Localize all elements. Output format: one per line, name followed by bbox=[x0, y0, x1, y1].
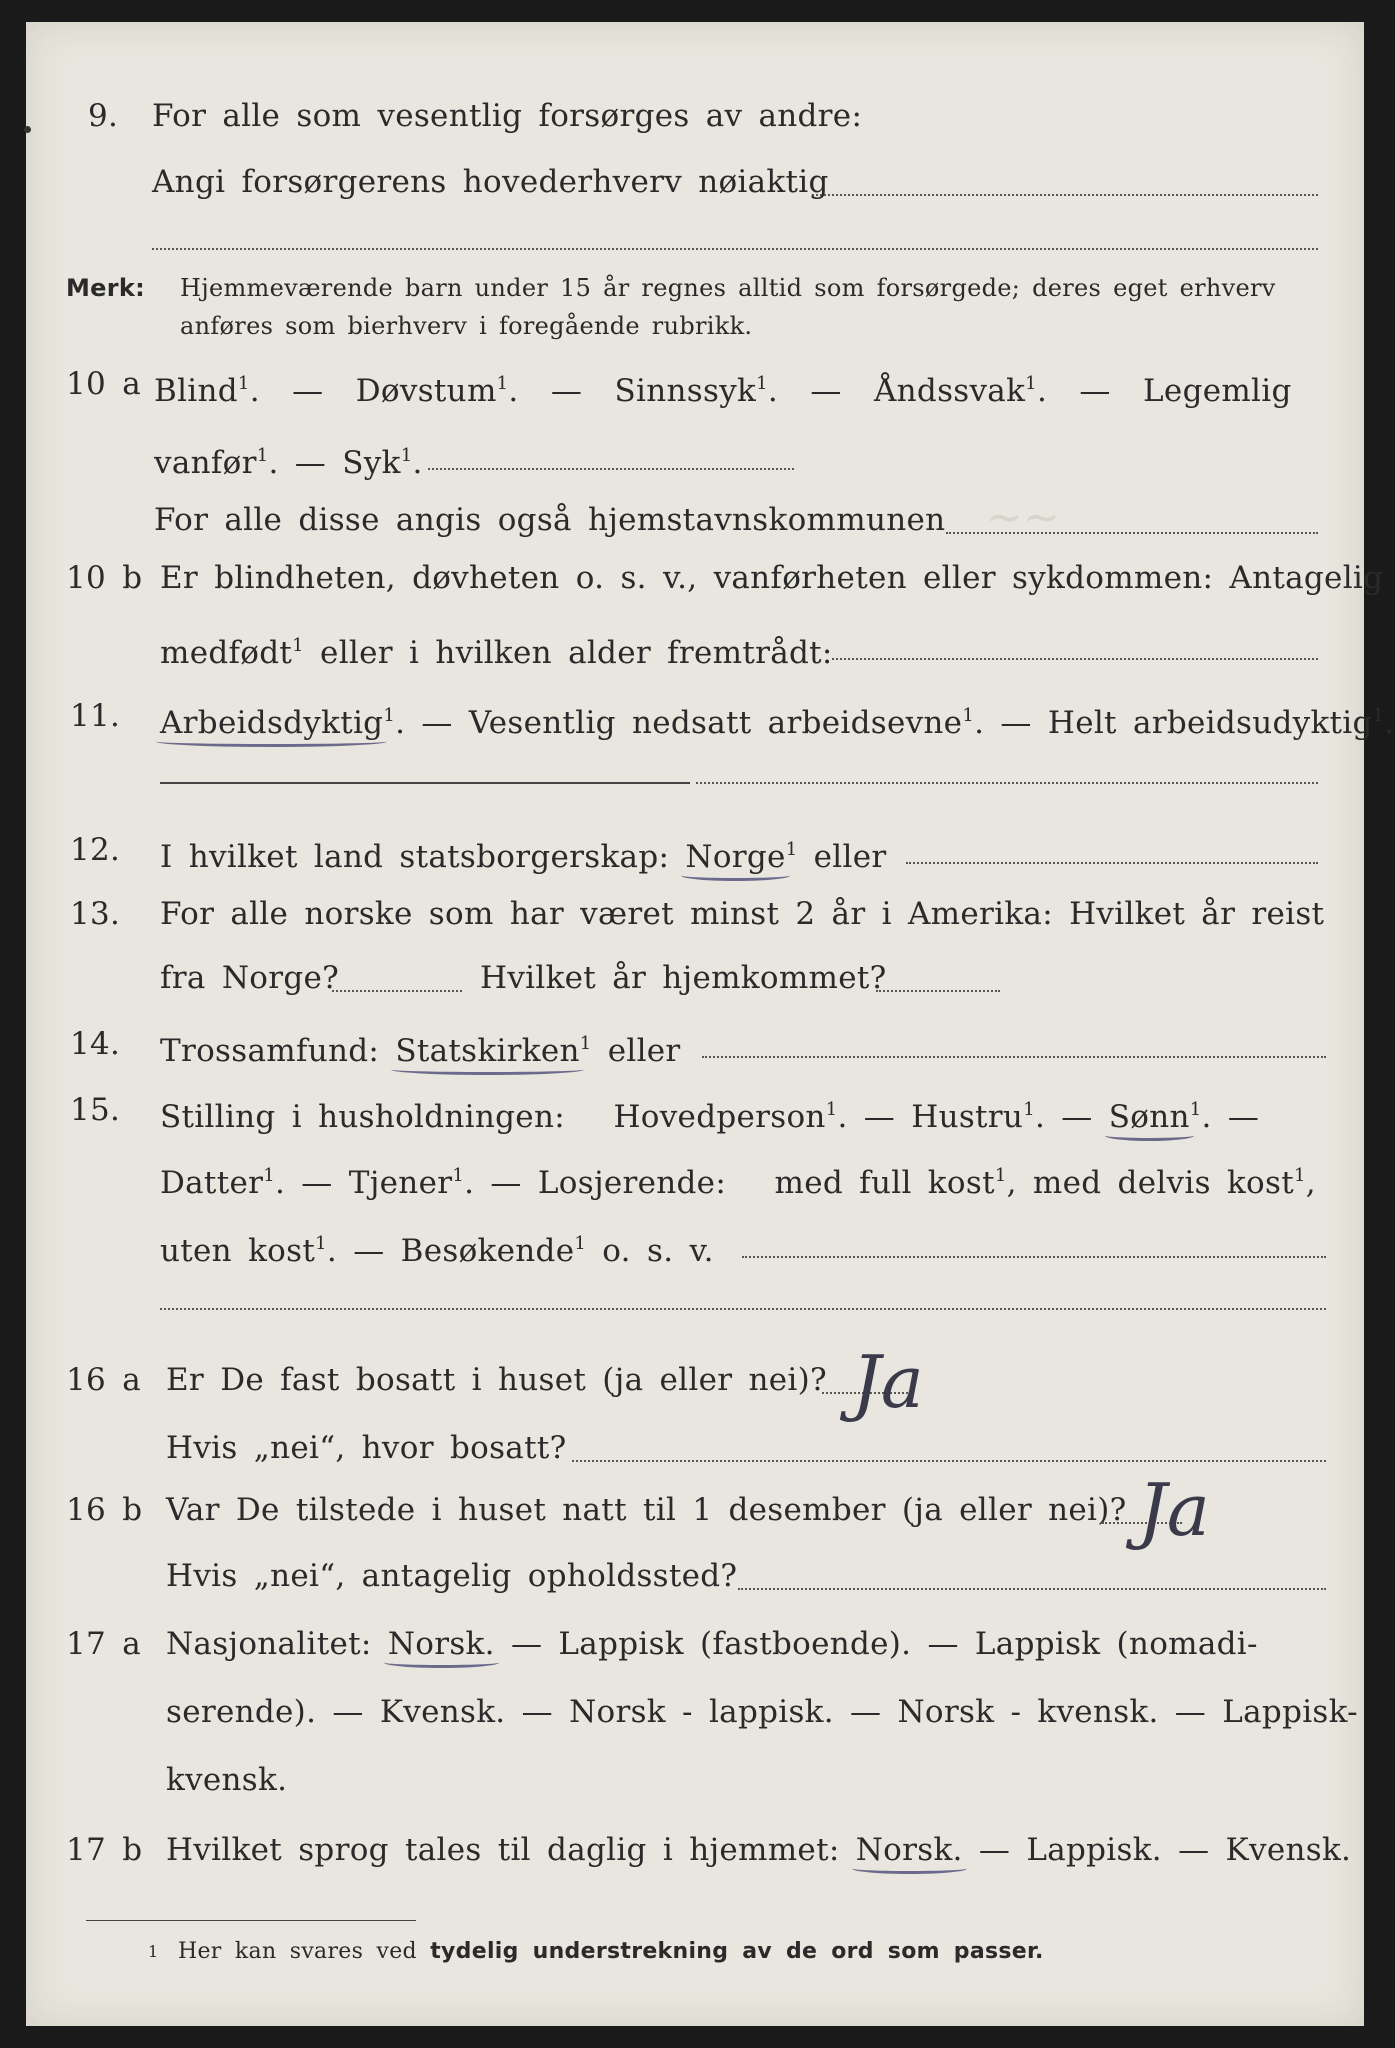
option-hustru[interactable]: Hustru bbox=[911, 1099, 1024, 1135]
merk-line-2: anføres som bierhverv i foregående rubrikk. bbox=[180, 312, 753, 340]
q16b-line-1: Var De tilstede i huset natt til 1 desember (ja eller nei)? bbox=[166, 1492, 1127, 1528]
option-legemlig[interactable]: Legemlig bbox=[1143, 373, 1292, 409]
q10b-line-2 bbox=[160, 624, 833, 675]
q13-number: 13. bbox=[70, 896, 121, 932]
q10b-number: 10 b bbox=[66, 560, 143, 596]
q17a-label: Nasjonalitet: bbox=[166, 1626, 372, 1662]
q9-line-1: For alle som vesentlig forsørges av andre: bbox=[152, 98, 863, 134]
footnote-mark: 1 bbox=[579, 1033, 592, 1054]
dash: — bbox=[863, 1099, 896, 1135]
q17a-row-2 bbox=[26, 1690, 1364, 1734]
q9-number: 9. bbox=[88, 98, 119, 134]
q16a-line-1: Er De fast bosatt i huset (ja eller nei)? bbox=[166, 1362, 827, 1398]
q10a-row-3 bbox=[26, 498, 1364, 542]
footnote-mark: 1 bbox=[1189, 1099, 1202, 1120]
q10a-answer-line[interactable] bbox=[428, 468, 794, 470]
footnote-mark: 1 bbox=[962, 705, 975, 726]
q15-line-1: Stilling i husholdningen: Hovedperson$^1$. — Hustru$^1$. — Sønn $^1$. — bbox=[160, 1088, 1259, 1139]
q15-number: 15. bbox=[70, 1092, 121, 1128]
q9-answer-line[interactable] bbox=[812, 194, 1318, 196]
q13-year-returned-line[interactable] bbox=[876, 990, 1000, 992]
option-vesentlig-nedsatt[interactable]: Vesentlig nedsatt arbeidsevne bbox=[468, 705, 963, 741]
q11-options: Arbeidsdyktig $^1$. — Vesentlig nedsatt arbeidsevne$^1$. — Helt arbeidsudyktig$^1$. bbox=[160, 694, 1395, 745]
q16b-line-2: Hvis „nei“, antagelig opholdssted? bbox=[166, 1558, 738, 1594]
q10a-row-2 bbox=[26, 434, 1364, 481]
q17a-line-2: serende). — Kvensk. — Norsk - lappisk. — Norsk - kvensk. — Lappisk- bbox=[166, 1694, 1358, 1730]
q17a-number: 17 a bbox=[66, 1626, 141, 1662]
option-sinnssyk[interactable]: Sinnssyk bbox=[614, 373, 757, 409]
q10a-line-3: For alle disse angis også hjemstavnskommunen bbox=[154, 502, 946, 538]
pencil-underline bbox=[681, 870, 789, 881]
footnote-mark: 1 bbox=[1372, 705, 1385, 726]
option-sonn-label: Sønn bbox=[1108, 1099, 1190, 1135]
q10b-line-1: Er blindheten, døvheten o. s. v., vanførheten eller sykdommen: Antagelig bbox=[160, 560, 1384, 596]
q16b-where-line[interactable] bbox=[738, 1588, 1326, 1590]
option-blind[interactable]: Blind bbox=[154, 373, 238, 409]
q12-line bbox=[160, 828, 886, 879]
q9-line-2: Angi forsørgerens hovederhverv nøiaktig bbox=[152, 164, 829, 200]
q10a-options-1: Blind$^1$. — Døvstum$^1$. — Sinnssyk$^1$. — Åndssvak$^1$. — Legemlig bbox=[154, 373, 1292, 409]
q15-row-1 bbox=[26, 1088, 1364, 1135]
option-arbeidsdyktig-label: Arbeidsdyktig bbox=[160, 705, 384, 741]
q15-label: Stilling i husholdningen: bbox=[160, 1099, 565, 1135]
footnote-mark: 1 bbox=[292, 635, 304, 656]
footnote-mark: 1 bbox=[237, 373, 250, 394]
q11-row bbox=[26, 694, 1395, 741]
q15-answer-line[interactable] bbox=[742, 1256, 1326, 1258]
footnote-mark: 1 bbox=[496, 373, 509, 394]
footnote-mark: 1 bbox=[256, 445, 269, 466]
option-uten-kost[interactable]: uten kost bbox=[160, 1233, 316, 1269]
q15-answer-line-2[interactable] bbox=[160, 1308, 1326, 1310]
q17a-row-1 bbox=[26, 1622, 1364, 1666]
q14-label: Trossamfund: bbox=[160, 1033, 380, 1069]
dash: — bbox=[301, 1165, 333, 1201]
q16b-number: 16 b bbox=[66, 1492, 143, 1528]
q11-answer-line[interactable] bbox=[696, 782, 1318, 784]
option-tjener[interactable]: Tjener bbox=[348, 1165, 453, 1201]
q16b-row-2 bbox=[26, 1554, 1364, 1598]
q13-row-1 bbox=[26, 892, 1364, 936]
q13-row-2 bbox=[26, 956, 1364, 1000]
q17b-label: Hvilket sprog tales til daglig i hjemmet: bbox=[166, 1832, 840, 1868]
option-helt-udyktig[interactable]: Helt arbeidsudyktig bbox=[1047, 705, 1373, 741]
q9-row-1 bbox=[26, 94, 1364, 138]
merk-line-1: Hjemmeværende barn under 15 år regnes alltid som forsørgede; deres eget erhverv bbox=[180, 274, 1276, 302]
q12-row bbox=[26, 828, 1364, 875]
q17a-line-3: kvensk. bbox=[166, 1762, 288, 1798]
q15-line-3: uten kost$^1$. — Besøkende$^1$ o. s. v. bbox=[160, 1233, 714, 1269]
q15-row-3 bbox=[26, 1222, 1364, 1269]
dash: — bbox=[550, 373, 583, 409]
option-delvis-kost[interactable]: med delvis kost bbox=[1032, 1165, 1294, 1201]
q17a-line-1 bbox=[166, 1622, 1258, 1666]
q17a-line-1-rest: — Lappisk (fastboende). — Lappisk (nomadi- bbox=[510, 1626, 1258, 1662]
dash: — bbox=[810, 373, 842, 409]
footnote-mark: 1 bbox=[315, 1233, 327, 1254]
q14-line bbox=[160, 1022, 681, 1073]
footnote-mark: 1 bbox=[452, 1165, 465, 1186]
option-sonn[interactable] bbox=[1109, 1099, 1190, 1135]
footnote-mark: 1 bbox=[825, 1099, 838, 1120]
option-norsk-nasjonalitet[interactable] bbox=[388, 1626, 495, 1662]
q17b-number: 17 b bbox=[66, 1832, 143, 1868]
option-norsk-label: Norsk. bbox=[387, 1626, 495, 1662]
q10b-row-1 bbox=[26, 556, 1384, 600]
q13-part-a: fra Norge? bbox=[160, 960, 340, 996]
footnote-plain: Her kan svares ved bbox=[178, 1939, 417, 1964]
q15-row-2 bbox=[26, 1154, 1364, 1201]
footnote-bold: tydelig understrekning av de ord som passer. bbox=[430, 1939, 1044, 1964]
q14-eller: eller bbox=[607, 1033, 681, 1069]
q16b-handwritten-answer: Ja bbox=[1138, 1468, 1210, 1552]
dash: — bbox=[294, 445, 327, 481]
q14-number: 14. bbox=[70, 1026, 121, 1062]
footnote bbox=[26, 1930, 1364, 1974]
option-norge-label: Norge bbox=[685, 839, 786, 875]
q15-losjerende: Losjerende: bbox=[537, 1165, 727, 1201]
q9-row-2 bbox=[26, 160, 1364, 204]
option-andssvak[interactable]: Åndssvak bbox=[873, 373, 1026, 409]
option-full-kost[interactable]: med full kost bbox=[774, 1165, 995, 1201]
footnote-mark: 1 bbox=[383, 705, 396, 726]
q16a-where-line[interactable] bbox=[572, 1460, 1326, 1462]
q17a-row-3 bbox=[26, 1758, 1364, 1802]
option-norsk-sprog[interactable] bbox=[856, 1832, 963, 1868]
pencil-underline bbox=[852, 1863, 967, 1874]
q10a-row-1 bbox=[26, 362, 1364, 409]
footnote-text bbox=[178, 1930, 1044, 1974]
footnote-rule bbox=[86, 1920, 416, 1921]
pencil-underline bbox=[384, 1657, 499, 1668]
dash: — bbox=[353, 1233, 385, 1269]
q9-answer-line-2[interactable] bbox=[152, 248, 1318, 250]
q11-number: 11. bbox=[70, 698, 121, 734]
footnote-mark: 1 bbox=[148, 1942, 159, 1961]
merk-row-2 bbox=[26, 308, 1364, 352]
footnote-mark: 1 bbox=[756, 373, 768, 394]
option-datter[interactable]: Datter bbox=[160, 1165, 264, 1201]
option-medfodt[interactable]: medfødt bbox=[160, 635, 293, 671]
option-dovstum[interactable]: Døvstum bbox=[355, 373, 497, 409]
option-norge[interactable] bbox=[685, 839, 785, 875]
option-norsk-sprog-label: Norsk. bbox=[855, 1832, 963, 1868]
pencil-underline bbox=[391, 1064, 583, 1075]
option-statskirken-label: Statskirken bbox=[395, 1033, 580, 1069]
footnote-mark: 1 bbox=[1023, 1099, 1035, 1120]
option-syk[interactable]: Syk bbox=[342, 445, 401, 481]
dash: — bbox=[1079, 373, 1111, 409]
q16a-handwritten-answer: Ja bbox=[852, 1340, 924, 1424]
q10b-row-2 bbox=[26, 624, 1364, 671]
q16a-line-2: Hvis „nei“, hvor bosatt? bbox=[166, 1430, 567, 1466]
option-hovedperson[interactable]: Hovedperson bbox=[613, 1099, 826, 1135]
option-arbeidsdyktig[interactable] bbox=[160, 705, 383, 741]
q15-line-2: Datter$^1$. — Tjener$^1$. — Losjerende: med full kost$^1$, med delvis kost$^1$, bbox=[160, 1165, 1316, 1201]
q14-row bbox=[26, 1022, 1364, 1069]
footnote-mark: 1 bbox=[400, 445, 413, 466]
q13-year-left-line[interactable] bbox=[332, 990, 462, 992]
q17b-row bbox=[26, 1828, 1364, 1872]
q12-question: I hvilket land statsborgerskap: bbox=[160, 839, 670, 875]
q12-number: 12. bbox=[70, 832, 121, 868]
dash: — bbox=[421, 705, 453, 741]
q16a-row-2 bbox=[26, 1426, 1364, 1470]
q10b-answer-line[interactable] bbox=[832, 658, 1318, 660]
q15-osv: o. s. v. bbox=[602, 1233, 714, 1269]
option-besokende[interactable]: Besøkende bbox=[400, 1233, 575, 1269]
footnote-mark: 1 bbox=[1025, 373, 1037, 394]
q13-part-b: Hvilket år hjemkommet? bbox=[480, 960, 887, 996]
q10a-number: 10 a bbox=[66, 366, 141, 402]
option-vanfor[interactable]: vanfør bbox=[154, 445, 257, 481]
footnote-mark: 1 bbox=[263, 1165, 275, 1186]
pencil-underline bbox=[1105, 1130, 1194, 1141]
footnote-mark: 1 bbox=[785, 839, 798, 860]
q10b-line-2-rest: eller i hvilken alder fremtrådt: bbox=[320, 635, 833, 671]
pencil-underline bbox=[156, 736, 387, 747]
q13-line-1: For alle norske som har været minst 2 år i Amerika: Hvilket år reist bbox=[160, 896, 1325, 932]
census-form-page bbox=[26, 22, 1395, 2026]
q16a-number: 16 a bbox=[66, 1362, 141, 1398]
q11-answer-line-solid[interactable] bbox=[160, 782, 690, 784]
dash: — bbox=[292, 373, 324, 409]
q16a-row-1 bbox=[26, 1358, 1364, 1402]
dash: — bbox=[1061, 1099, 1093, 1135]
dash: — bbox=[1227, 1099, 1260, 1135]
option-statskirken[interactable] bbox=[395, 1033, 579, 1069]
footnote-mark: 1 bbox=[574, 1233, 587, 1254]
q12-eller: eller bbox=[813, 839, 887, 875]
footnote-mark: 1 bbox=[1293, 1165, 1306, 1186]
q10a-options-2: vanfør$^1$. — Syk$^1$. bbox=[154, 445, 423, 481]
q12-answer-line[interactable] bbox=[906, 862, 1318, 864]
merk-label: Merk: bbox=[66, 274, 146, 302]
q14-answer-line[interactable] bbox=[702, 1056, 1326, 1058]
footnote-mark: 1 bbox=[994, 1165, 1007, 1186]
dash: — bbox=[490, 1165, 522, 1201]
q17b-line bbox=[166, 1828, 1351, 1872]
dash: — bbox=[1000, 705, 1032, 741]
faint-pencil-mark: ~~ bbox=[986, 492, 1060, 543]
q17b-rest: — Lappisk. — Kvensk. bbox=[978, 1832, 1352, 1868]
